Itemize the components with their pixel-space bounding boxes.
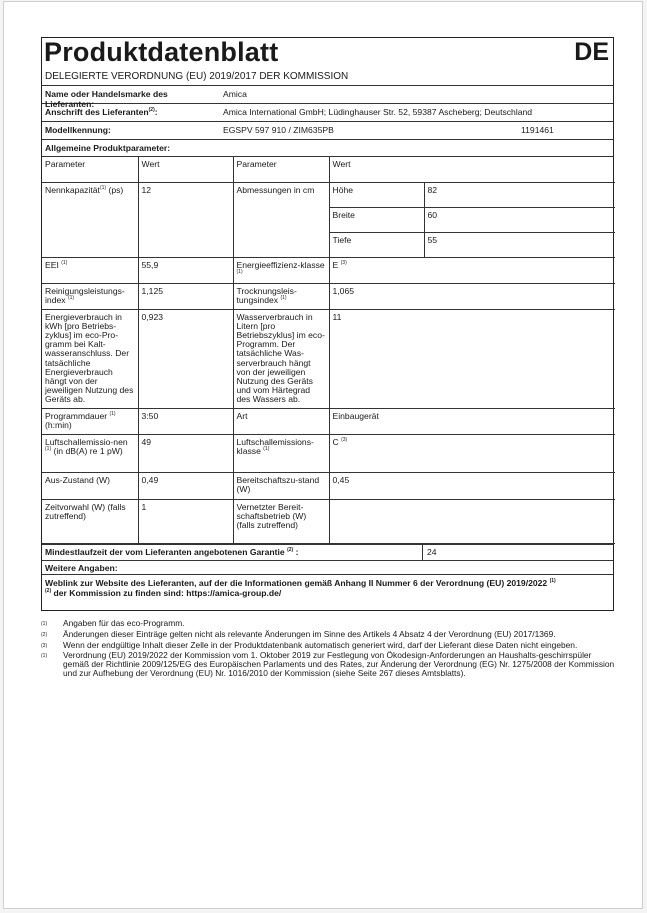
cleaning-index-text: Reinigungsleistungs-index (45, 285, 125, 305)
off-mode-value: 0,49 (138, 472, 233, 499)
col-header-value: Wert (138, 157, 233, 182)
footnote-ref: (1) (549, 577, 556, 584)
footnote-ref: (2) (148, 107, 155, 114)
product-data-sheet (41, 37, 614, 611)
table-row (42, 182, 615, 207)
additional-info-heading: Weitere Angaben: (42, 561, 613, 575)
delay-start-label: Zeitvorwahl (W) (falls zutreffend) (42, 499, 138, 543)
footnote-item (41, 619, 616, 629)
program-duration-value: 3:50 (138, 408, 233, 434)
drying-index-label (233, 283, 329, 309)
footnote-ref: (1) (263, 445, 270, 452)
networked-standby-value (329, 499, 615, 543)
footnote-number: (3) (41, 642, 48, 649)
noise-value: 49 (138, 434, 233, 472)
off-mode-label: Aus-Zustand (W) (42, 472, 138, 499)
footnote-number: (1) (41, 653, 48, 660)
width-value: 60 (424, 207, 615, 232)
footnote-text: Angaben für das eco-Programm. (63, 618, 185, 628)
drying-index-text: Trocknungsleis-tungsindex (236, 285, 297, 305)
supplier-name-label: Name oder Handelsmarke des Lieferanten: (45, 89, 168, 109)
table-row (42, 283, 615, 309)
footnote-ref: (1) (236, 268, 243, 275)
footnote-ref: (1) (67, 294, 75, 301)
noise-label (42, 434, 138, 472)
guarantee-value: 24 (427, 546, 437, 557)
regulation-subtitle: DELEGIERTE VERORDNUNG (EU) 2019/2017 DER KOMMISSION (42, 70, 613, 86)
duration-unit: (h:min) (45, 419, 72, 430)
title-row (42, 38, 613, 70)
footnote-number: (1) (41, 621, 48, 627)
footnote-ref: (3) (341, 436, 348, 443)
footnotes (41, 619, 616, 679)
supplier-name-value: Amica (223, 89, 247, 99)
eei-text: EEI (45, 259, 59, 270)
table-row (42, 408, 615, 434)
weblink-info (42, 575, 613, 610)
footnote-item (41, 630, 616, 640)
noise-class-text-value: C (332, 436, 339, 447)
table-header-row (42, 157, 615, 182)
model-number: 1191461 (521, 125, 554, 135)
page-title: Produktdatenblatt (44, 37, 279, 67)
cleaning-index-label (42, 283, 138, 309)
delay-start-value: 1 (138, 499, 233, 543)
program-duration-label (42, 408, 138, 434)
height-value: 82 (424, 182, 615, 207)
footnote-ref: (1) (280, 294, 287, 301)
type-value: Einbaugerät (329, 408, 615, 434)
noise-class-value (329, 434, 615, 472)
general-params-heading: Allgemeine Produktparameter: (42, 140, 613, 157)
cleaning-index-value: 1,125 (138, 283, 233, 309)
footnote-text: Wenn der endgültige Inhalt dieser Zelle in der Produktdatenbank automatisch generiert wird, darf der Lieferant diese Daten nicht eingeben. (63, 639, 578, 650)
supplier-address-row (42, 104, 613, 122)
dimensions-label: Abmessungen in cm (233, 182, 329, 257)
drying-index-value: 1,065 (329, 283, 615, 309)
address-label-text: Anschrift des Lieferanten (45, 107, 149, 117)
model-label: Modellkennung: (45, 125, 111, 135)
depth-value: 55 (424, 232, 615, 257)
noise-class-label (233, 434, 329, 472)
footnote-ref: (1) (61, 259, 68, 266)
table-row (42, 499, 615, 543)
standby-label: Bereitschaftszu-stand (W) (233, 472, 329, 499)
depth-label: Tiefe (329, 232, 424, 257)
noise-text: Luftschallemissio-nen (45, 436, 128, 447)
supplier-name-row (42, 86, 613, 109)
footnote-ref: (2) (45, 587, 52, 594)
capacity-value: 12 (138, 182, 233, 257)
weblink-text-a: Weblink zur Website des Lieferanten, auf der die Informationen gemäß Anhang II Nummer 6 der Verordnung (EU) 2019/2022 (45, 577, 548, 588)
params-table (42, 157, 615, 544)
table-row (42, 434, 615, 472)
type-label: Art (233, 408, 329, 434)
footnote-ref: (1) (99, 184, 107, 191)
footnote-number: (2) (41, 631, 48, 638)
energy-class-text: Energieeffizienz-klasse (236, 259, 325, 270)
noise-unit: (in dB(A) re 1 pW) (53, 445, 123, 456)
footnote-item (41, 641, 616, 651)
standby-value: 0,45 (329, 472, 615, 499)
colon: : (293, 546, 299, 557)
networked-standby-label: Vernetzter Bereit-schaftsbetrieb (W) (falls zutreffend) (233, 499, 329, 543)
model-row (42, 122, 613, 140)
footnote-text: Verordnung (EU) 2019/2022 der Kommission vom 1. Oktober 2019 zur Festlegung von Ökodesign-Anforderungen an Haushalts-geschirrspüler gemäß der Richtlinie 2009/125/EG des Europäischen Parlaments und des Rates, zur Änderung der Verordnung (EG) Nr. 1275/2008 der Kommission und zur Aufhebung der Verordnung (EU) Nr. 1016/2010 der Kommission (siehe Seite 267 dieses Amtsblatts). (63, 650, 615, 678)
table-row (42, 309, 615, 408)
eei-label (42, 257, 138, 283)
width-label: Breite (329, 207, 424, 232)
eei-value: 55,9 (138, 257, 233, 283)
duration-text: Programmdauer (45, 410, 108, 421)
energy-consumption-value: 0,923 (138, 309, 233, 408)
model-value: EGSPV 597 910 / ZIM635PB (223, 125, 334, 135)
capacity-text: Nennkapazität (45, 184, 100, 195)
energy-class-text-value: E (332, 259, 339, 270)
table-row (42, 257, 615, 283)
footnote-ref: (1) (45, 445, 52, 452)
language-code: DE (574, 38, 609, 66)
guarantee-text: Mindestlaufzeit der vom Lieferanten angebotenen Garantie (45, 546, 285, 557)
height-label: Höhe (329, 182, 424, 207)
footnote-ref: (2) (287, 546, 294, 553)
guarantee-row (42, 544, 613, 561)
footnote-text: Änderungen dieser Einträge gelten nicht als relevante Änderungen im Sinne des Artikels 4 Absatz 4 der Verordnung (EU) 2017/1369. (63, 628, 556, 639)
energy-consumption-label: Energieverbrauch in kWh [pro Betriebs-zyklus] im eco-Pro-gramm bei Kalt-wasseranschluss. Der tatsächliche Energieverbrauch hängt von der jeweiligen Nutzung des Geräts ab. (42, 309, 138, 408)
capacity-unit: (ps) (106, 184, 124, 195)
col-header-param-2: Parameter (233, 157, 329, 182)
guarantee-label (42, 545, 423, 560)
noise-class-text: Luftschallemissions-klasse (236, 436, 314, 456)
col-header-param: Parameter (42, 157, 138, 182)
col-header-value-2: Wert (329, 157, 615, 182)
supplier-address-label (42, 104, 220, 121)
document-page (3, 1, 643, 909)
capacity-label (42, 182, 138, 257)
supplier-address-value: Amica International GmbH; Lüdinghauser Str. 52, 59387 Ascheberg; Deutschland (223, 107, 533, 117)
colon: : (154, 107, 158, 117)
water-consumption-label: Wasserverbrauch in Litern [pro Betriebszyklus] im eco-Programm. Der tatsächliche Was-serverbrauch hängt von der jeweiligen Nutzung des Geräts und vom Härtegrad des Wassers ab. (233, 309, 329, 408)
footnote-ref: (1) (109, 410, 116, 417)
energy-class-value (329, 257, 615, 283)
table-row (42, 472, 615, 499)
footnote-item (41, 651, 616, 677)
footnote-ref: (3) (340, 259, 347, 266)
weblink-text-b: der Kommission zu finden sind: https://amica-group.de/ (51, 587, 282, 598)
water-consumption-value: 11 (329, 309, 615, 408)
energy-class-label (233, 257, 329, 283)
